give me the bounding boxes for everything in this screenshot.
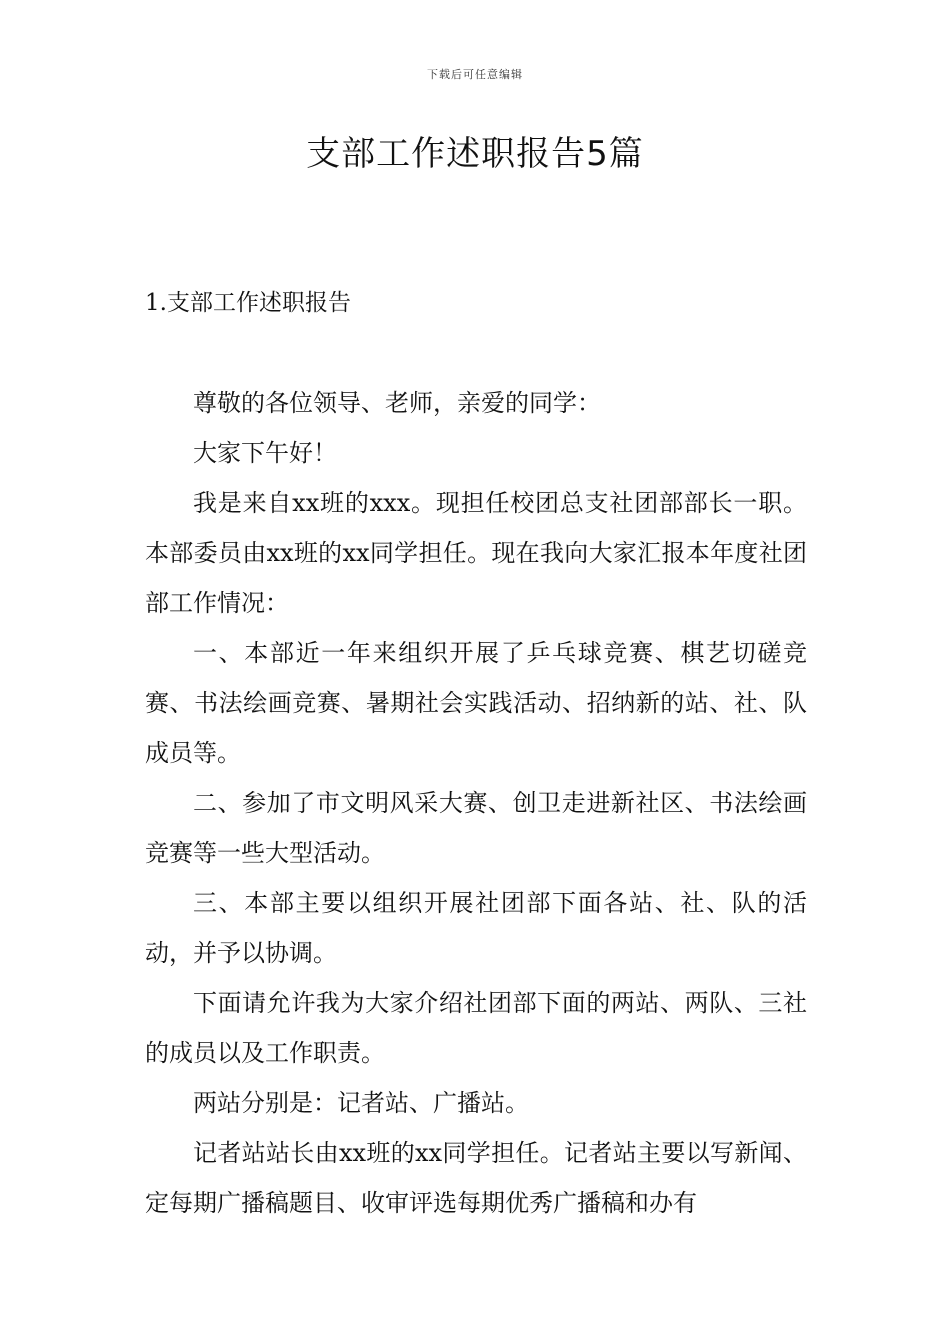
paragraph-introduction: 我是来自xx班的xxx。现担任校团总支社团部部长一职。本部委员由xx班的xx同学担任。现在我向大家汇报本年度社团部工作情况： <box>145 489 807 617</box>
document-title: 支部工作述职报告5篇 <box>306 134 644 174</box>
document-body <box>145 378 807 1228</box>
paragraph-members-intro: 下面请允许我为大家介绍社团部下面的两站、两队、三社的成员以及工作职责。 <box>145 989 807 1067</box>
paragraph-two-stations: 两站分别是：记者站、广播站。 <box>193 1089 529 1117</box>
header-note: 下载后可任意编辑 <box>427 68 523 81</box>
paragraph-item-one: 一、本部近一年来组织开展了乒乓球竞赛、棋艺切磋竞赛、书法绘画竞赛、暑期社会实践活动、招纳新的站、社、队成员等。 <box>145 639 807 767</box>
paragraph-salutation: 尊敬的各位领导、老师，亲爱的同学： <box>193 389 601 417</box>
paragraph-item-two: 二、参加了市文明风采大赛、创卫走进新社区、书法绘画竞赛等一些大型活动。 <box>145 789 807 867</box>
section-heading: 1.支部工作述职报告 <box>145 290 351 316</box>
paragraph-greeting: 大家下午好！ <box>193 439 337 467</box>
paragraph-press-station: 记者站站长由xx班的xx同学担任。记者站主要以写新闻、定每期广播稿题目、收审评选每期优秀广播稿和办有 <box>145 1139 807 1217</box>
paragraph-item-three: 三、本部主要以组织开展社团部下面各站、社、队的活动，并予以协调。 <box>145 889 807 967</box>
